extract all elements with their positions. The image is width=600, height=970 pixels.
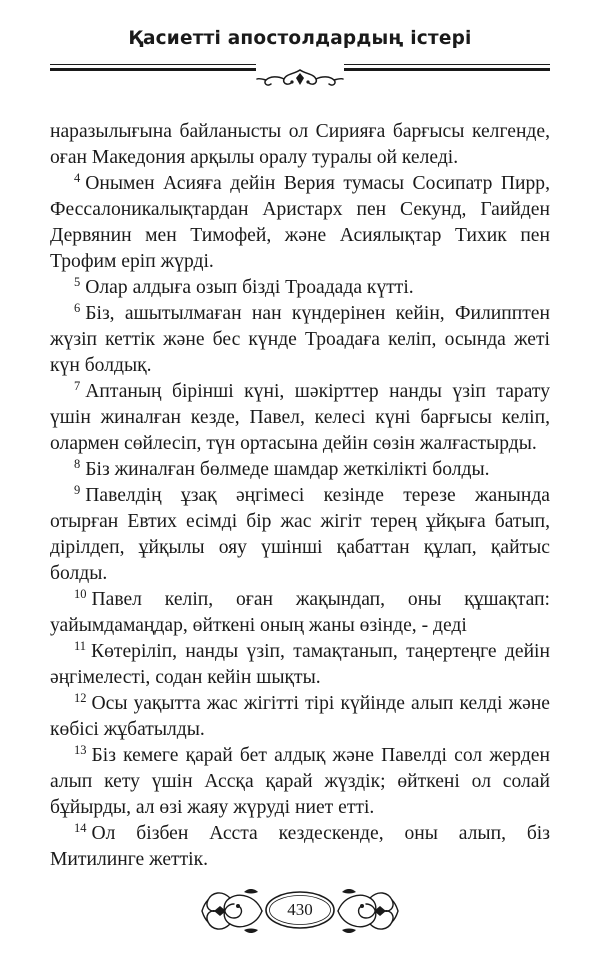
verse-number: 12 (74, 691, 87, 705)
verse-number: 8 (74, 457, 81, 471)
verse-text: Ол бізбен Асста кездескенде, оны алып, біз Митилинге жеттік. (50, 823, 550, 870)
verse-number: 9 (74, 483, 81, 497)
verse-text: Олар алдыға озып бізді Троадада күтті. (85, 277, 414, 298)
verse-text: Аптаның бірінші күні, шәкірттер нанды үзіп тарату үшін жиналған кезде, Павел, келесі күні барғысы келіп, олармен сөйлесіп, түн ортасына дейін сөзін жалғастырды. (50, 381, 550, 454)
verse-number: 13 (74, 743, 87, 757)
verse-paragraph (50, 171, 550, 275)
verse-number: 6 (74, 301, 81, 315)
floral-divider-icon (256, 64, 344, 90)
verse-number: 10 (74, 587, 87, 601)
verse-text-block (50, 119, 550, 899)
verse-paragraph (50, 639, 550, 691)
verse-paragraph (50, 743, 550, 821)
verse-text: Павел келіп, оған жақындап, оны құшақтап: уайымдамаңдар, өйткені оның жаны өзінде, - деді (50, 589, 550, 636)
verse-number: 14 (74, 821, 87, 835)
verse-text: Көтеріліп, нанды үзіп, тамақтанып, таңертеңге дейін әңгімелесті, содан кейін шықты. (50, 641, 550, 688)
verse-number: 5 (74, 275, 81, 289)
verse-paragraph (50, 691, 550, 743)
verse-text: Біз жиналған бөлмеде шамдар жеткілікті болды. (85, 459, 490, 480)
verse-number: 4 (74, 171, 81, 185)
verse-paragraph (50, 301, 550, 379)
verse-number: 11 (74, 639, 87, 653)
verse-number: 7 (74, 379, 81, 393)
verse-text: Біз кемеге қарай бет алдық және Павелді сол жерден алып кету үшін Ассқа қарай жүздік; өйткені ол солай бұйырды, ал өзі жаяу жүруді ниет етті. (50, 745, 550, 818)
verse-paragraph (50, 821, 550, 873)
verse-text: Осы уақытта жас жігітті тірі күйінде алып келді және көбісі жұбатылды. (50, 693, 550, 740)
running-header-title: Қасиетті апостолдардың істері (128, 28, 472, 49)
verse-text: Біз, ашытылмаған нан күндерінен кейін, Филипптен жүзіп кеттік және бес күнде Троадаға келіп, осында жеті күн болдық. (50, 303, 550, 376)
page-number: 430 (287, 900, 313, 919)
verse-text: Онымен Асияға дейін Верия тумасы Сосипатр Пирр, Фессалоникалықтардан Аристарх пен Секунд, Гаийден Дервянин мен Тимофей, және Асиялықтар Тихик пен Трофим еріп жүрді. (50, 173, 550, 272)
paragraph-text: наразылығына байланысты ол Сирияға барғысы келгенде, оған Македония арқылы оралу туралы ой келеді. (50, 121, 550, 168)
verse-paragraph (50, 275, 550, 301)
verse-paragraph (50, 483, 550, 587)
paragraph-continued (50, 119, 550, 171)
verse-paragraph (50, 587, 550, 639)
verse-paragraph (50, 379, 550, 457)
verse-paragraph (50, 457, 550, 483)
verse-text: Павелдің ұзақ әңгімесі кезінде терезе жанында отырған Евтих есімді бір жас жігіт терең ұйқыға батып, дірілдеп, ұйқылы ояу үшінші қабаттан құлап, қайтыс болды. (50, 485, 550, 584)
